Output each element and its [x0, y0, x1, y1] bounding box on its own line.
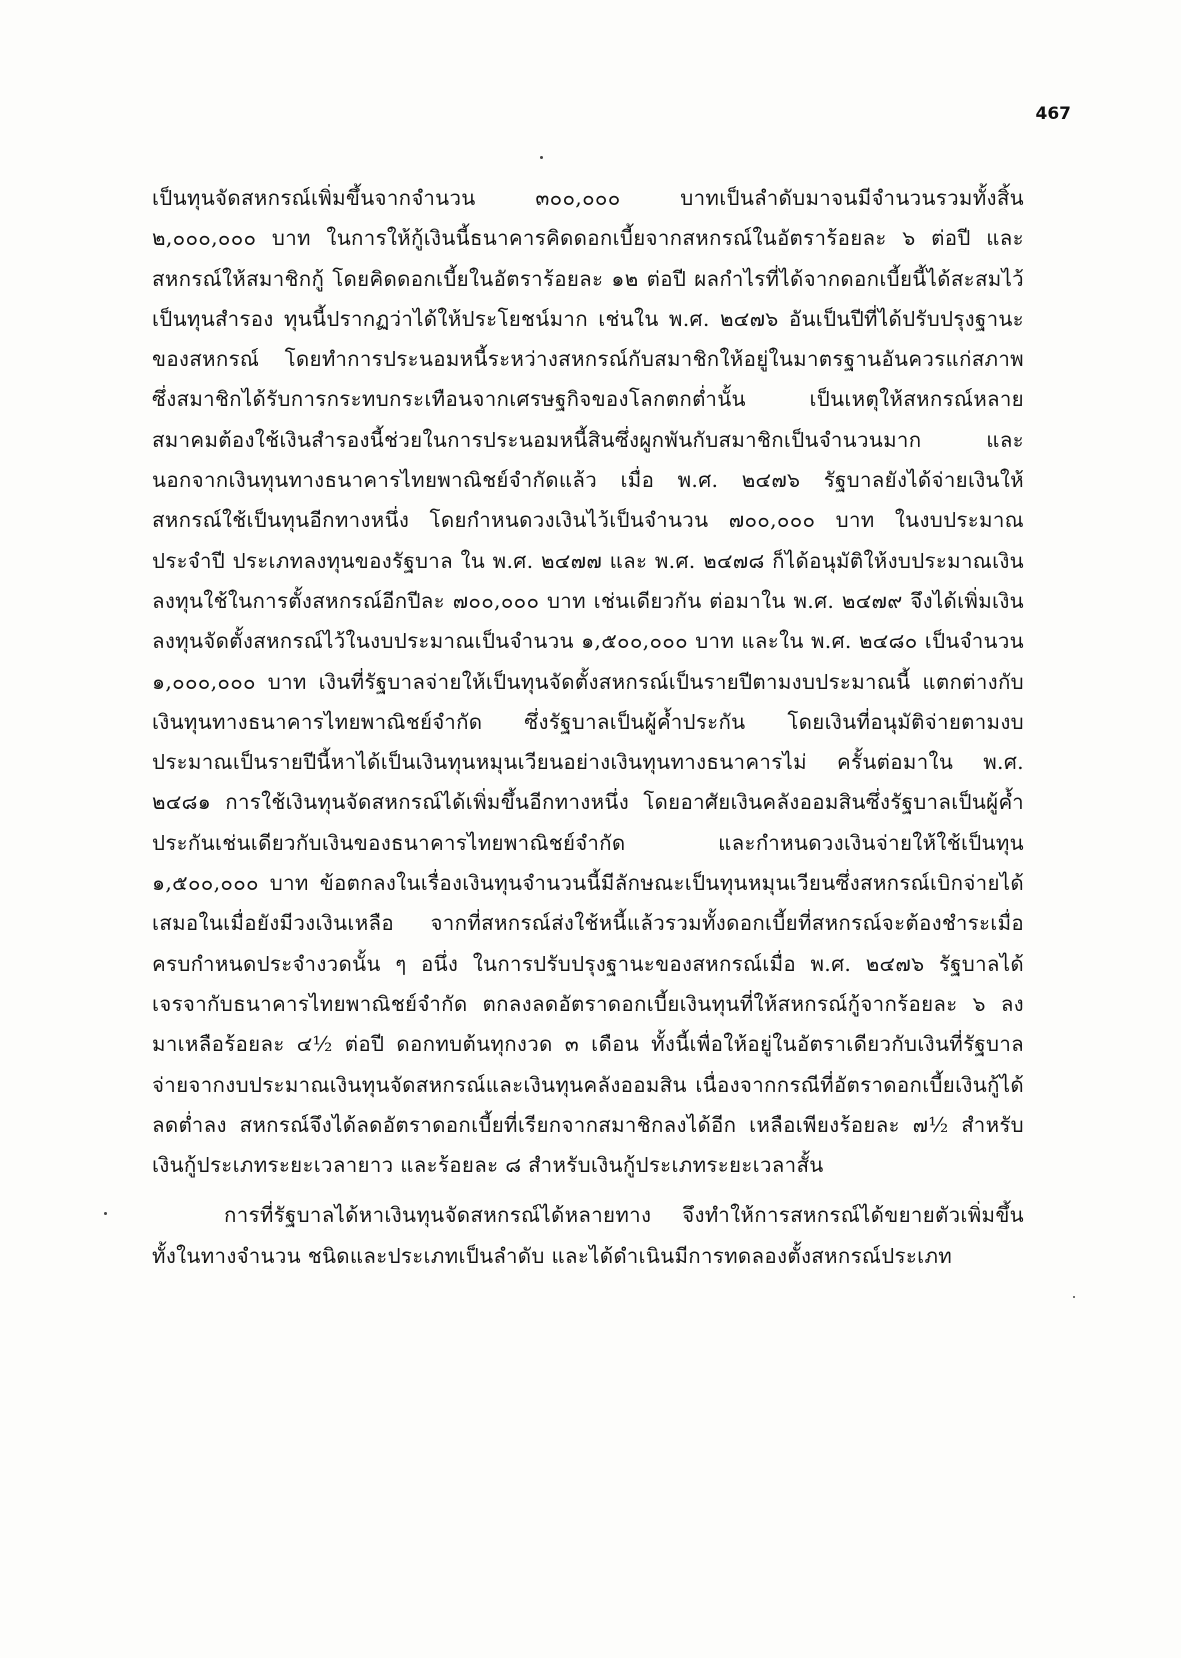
scan-speck: [540, 156, 543, 159]
scan-speck: [104, 1212, 107, 1215]
scan-speck: [1073, 1296, 1075, 1298]
body-text: [152, 178, 1024, 1276]
page-number: 467: [1035, 104, 1071, 124]
paragraph-1: เป็นทุนจัดสหกรณ์เพิ่มขึ้นจากจำนวน ๓๐๐,๐๐๐ บาทเป็นลำดับมาจนมีจำนวนรวมทั้งสิ้น ๒,๐๐๐,๐๐๐ บาท ในการให้กู้เงินนี้ธนาคารคิดดอกเบี้ยจากสหกรณ์ในอัตราร้อยละ ๖ ต่อปี และสหกรณ์ให้สมาชิกกู้ โดยคิดดอกเบี้ยในอัตราร้อยละ ๑๒ ต่อปี ผลกำไรที่ได้จากดอกเบี้ยนี้ได้สะสมไว้เป็นทุนสำรอง ทุนนี้ปรากฏว่าได้ให้ประโยชน์มาก เช่นใน พ.ศ. ๒๔๗๖ อันเป็นปีที่ได้ปรับปรุงฐานะของสหกรณ์ โดยทำการประนอมหนี้ระหว่างสหกรณ์กับสมาชิกให้อยู่ในมาตรฐานอันควรแก่สภาพซึ่งสมาชิกได้รับการกระทบกระเทือนจากเศรษฐกิจของโลกตกต่ำนั้น เป็นเหตุให้สหกรณ์หลายสมาคมต้องใช้เงินสำรองนี้ช่วยในการประนอมหนี้สินซึ่งผูกพันกับสมาชิกเป็นจำนวนมาก และนอกจากเงินทุนทางธนาคารไทยพาณิชย์จำกัดแล้ว เมื่อ พ.ศ. ๒๔๗๖ รัฐบาลยังได้จ่ายเงินให้สหกรณ์ใช้เป็นทุนอีกทางหนึ่ง โดยกำหนดวงเงินไว้เป็นจำนวน ๗๐๐,๐๐๐ บาท ในงบประมาณประจำปี ประเภทลงทุนของรัฐบาล ใน พ.ศ. ๒๔๗๗ และ พ.ศ. ๒๔๗๘ ก็ได้อนุมัติให้งบประมาณเงินลงทุนใช้ในการตั้งสหกรณ์อีกปีละ ๗๐๐,๐๐๐ บาท เช่นเดียวกัน ต่อมาใน พ.ศ. ๒๔๗๙ จึงได้เพิ่มเงินลงทุนจัดตั้งสหกรณ์ไว้ในงบประมาณเป็นจำนวน ๑,๕๐๐,๐๐๐ บาท และใน พ.ศ. ๒๔๘๐ เป็นจำนวน ๑,๐๐๐,๐๐๐ บาท เงินที่รัฐบาลจ่ายให้เป็นทุนจัดตั้งสหกรณ์เป็นรายปีตามงบประมาณนี้ แตกต่างกับเงินทุนทางธนาคารไทยพาณิชย์จำกัด ซึ่งรัฐบาลเป็นผู้ค้ำประกัน โดยเงินที่อนุมัติจ่ายตามงบประมาณเป็นรายปีนี้หาได้เป็นเงินทุนหมุนเวียนอย่างเงินทุนทางธนาคารไม่ ครั้นต่อมาใน พ.ศ. ๒๔๘๑ การใช้เงินทุนจัดสหกรณ์ได้เพิ่มขึ้นอีกทางหนึ่ง โดยอาศัยเงินคลังออมสินซึ่งรัฐบาลเป็นผู้ค้ำประกันเช่นเดียวกับเงินของธนาคารไทยพาณิชย์จำกัด และกำหนดวงเงินจ่ายให้ใช้เป็นทุน ๑,๕๐๐,๐๐๐ บาท ข้อตกลงในเรื่องเงินทุนจำนวนนี้มีลักษณะเป็นทุนหมุนเวียนซึ่งสหกรณ์เบิกจ่ายได้เสมอในเมื่อยังมีวงเงินเหลือ จากที่สหกรณ์ส่งใช้หนี้แล้วรวมทั้งดอกเบี้ยที่สหกรณ์จะต้องชำระเมื่อครบกำหนดประจำงวดนั้น ๆ อนึ่ง ในการปรับปรุงฐานะของสหกรณ์เมื่อ พ.ศ. ๒๔๗๖ รัฐบาลได้เจรจากับธนาคารไทยพาณิชย์จำกัด ตกลงลดอัตราดอกเบี้ยเงินทุนที่ให้สหกรณ์กู้จากร้อยละ ๖ ลงมาเหลือร้อยละ ๔½ ต่อปี ดอกทบต้นทุกงวด ๓ เดือน ทั้งนี้เพื่อให้อยู่ในอัตราเดียวกับเงินที่รัฐบาลจ่ายจากงบประมาณเงินทุนจัดสหกรณ์และเงินทุนคลังออมสิน เนื่องจากกรณีที่อัตราดอกเบี้ยเงินกู้ได้ลดต่ำลง สหกรณ์จึงได้ลดอัตราดอกเบี้ยที่เรียกจากสมาชิกลงได้อีก เหลือเพียงร้อยละ ๗½ สำหรับเงินกู้ประเภทระยะเวลายาว และร้อยละ ๘ สำหรับเงินกู้ประเภทระยะเวลาสั้น: [152, 186, 1024, 1178]
paragraph-2: การที่รัฐบาลได้หาเงินทุนจัดสหกรณ์ได้หลายทาง จึงทำให้การสหกรณ์ได้ขยายตัวเพิ่มขึ้นทั้งในทางจำนวน ชนิดและประเภทเป็นลำดับ และได้ดำเนินมีการทดลองตั้งสหกรณ์ประเภท: [152, 1203, 1024, 1268]
